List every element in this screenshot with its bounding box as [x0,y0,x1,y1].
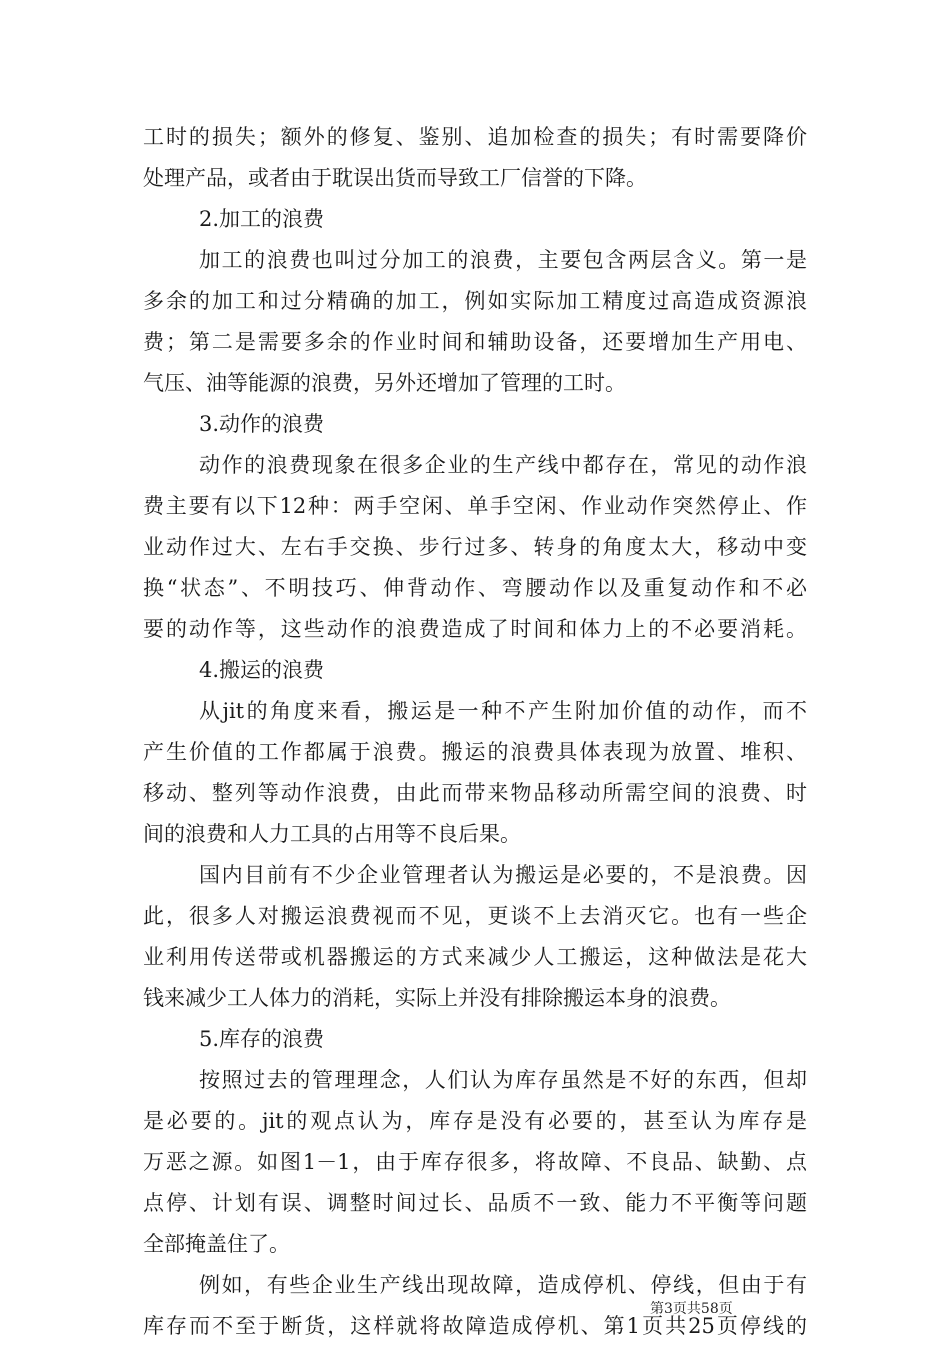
paragraph-line: 换“状态”、不明技巧、伸背动作、弯腰动作以及重复动作和不必 [143,576,807,600]
paragraph-line: 间的浪费和人力工具的占用等不良后果。 [143,822,521,846]
paragraph-line: 业动作过大、左右手交换、步行过多、转身的角度太大，移动中变 [143,535,807,559]
paragraph-line: 国内目前有不少企业管理者认为搬运是必要的，不是浪费。因 [199,863,807,887]
paragraph-line: 工时的损失；额外的修复、鉴别、追加检查的损失；有时需要降价 [143,125,807,149]
paragraph-line: 点停、计划有误、调整时间过长、品质不一致、能力不平衡等问题 [143,1191,807,1215]
paragraph-line: 加工的浪费也叫过分加工的浪费，主要包含两层含义。第一是 [199,248,807,272]
paragraph-line: 动作的浪费现象在很多企业的生产线中都存在，常见的动作浪 [199,453,807,477]
section-heading: 3.动作的浪费 [199,412,325,436]
section-heading: 4.搬运的浪费 [199,658,325,682]
paragraph-line: 按照过去的管理理念，人们认为库存虽然是不好的东西，但却 [199,1068,807,1092]
paragraph-line: 处理产品，或者由于耽误出货而导致工厂信誉的下降。 [143,166,647,190]
paragraph-line: 气压、油等能源的浪费，另外还增加了管理的工时。 [143,371,626,395]
paragraph-line: 是必要的。jit的观点认为，库存是没有必要的，甚至认为库存是 [143,1109,807,1133]
paragraph-line: 要的动作等，这些动作的浪费造成了时间和体力上的不必要消耗。 [143,617,807,641]
paragraph-line: 多余的加工和过分精确的加工，例如实际加工精度过高造成资源浪 [143,289,807,313]
paragraph-line: 全部掩盖住了。 [143,1232,290,1256]
paragraph-line: 万恶之源。如图1－1，由于库存很多，将故障、不良品、缺勤、点 [143,1150,807,1174]
paragraph-line: 此，很多人对搬运浪费视而不见，更谈不上去消灭它。也有一些企 [143,904,807,928]
paragraph-line: 库存而不至于断货，这样就将故障造成停机、第1页共25页停线的 [143,1314,807,1338]
section-heading: 2.加工的浪费 [199,207,325,231]
section-heading: 5.库存的浪费 [199,1027,325,1051]
paragraph-line: 移动、整列等动作浪费，由此而带来物品移动所需空间的浪费、时 [143,781,807,805]
paragraph-line: 产生价值的工作都属于浪费。搬运的浪费具体表现为放置、堆积、 [143,740,807,764]
paragraph-line: 业利用传送带或机器搬运的方式来减少人工搬运，这种做法是花大 [143,945,807,969]
paragraph-line: 例如，有些企业生产线出现故障，造成停机、停线，但由于有 [199,1273,807,1297]
document-body [143,117,807,1347]
paragraph-line: 从jit的角度来看，搬运是一种不产生附加价值的动作，而不 [199,699,807,723]
paragraph-line: 费；第二是需要多余的作业时间和辅助设备，还要增加生产用电、 [143,330,807,354]
page-footer: 第3页共58页 [650,1301,733,1317]
paragraph-line: 钱来减少工人体力的消耗，实际上并没有排除搬运本身的浪费。 [143,986,731,1010]
paragraph-line: 费主要有以下12种：两手空闲、单手空闲、作业动作突然停止、作 [143,494,807,518]
